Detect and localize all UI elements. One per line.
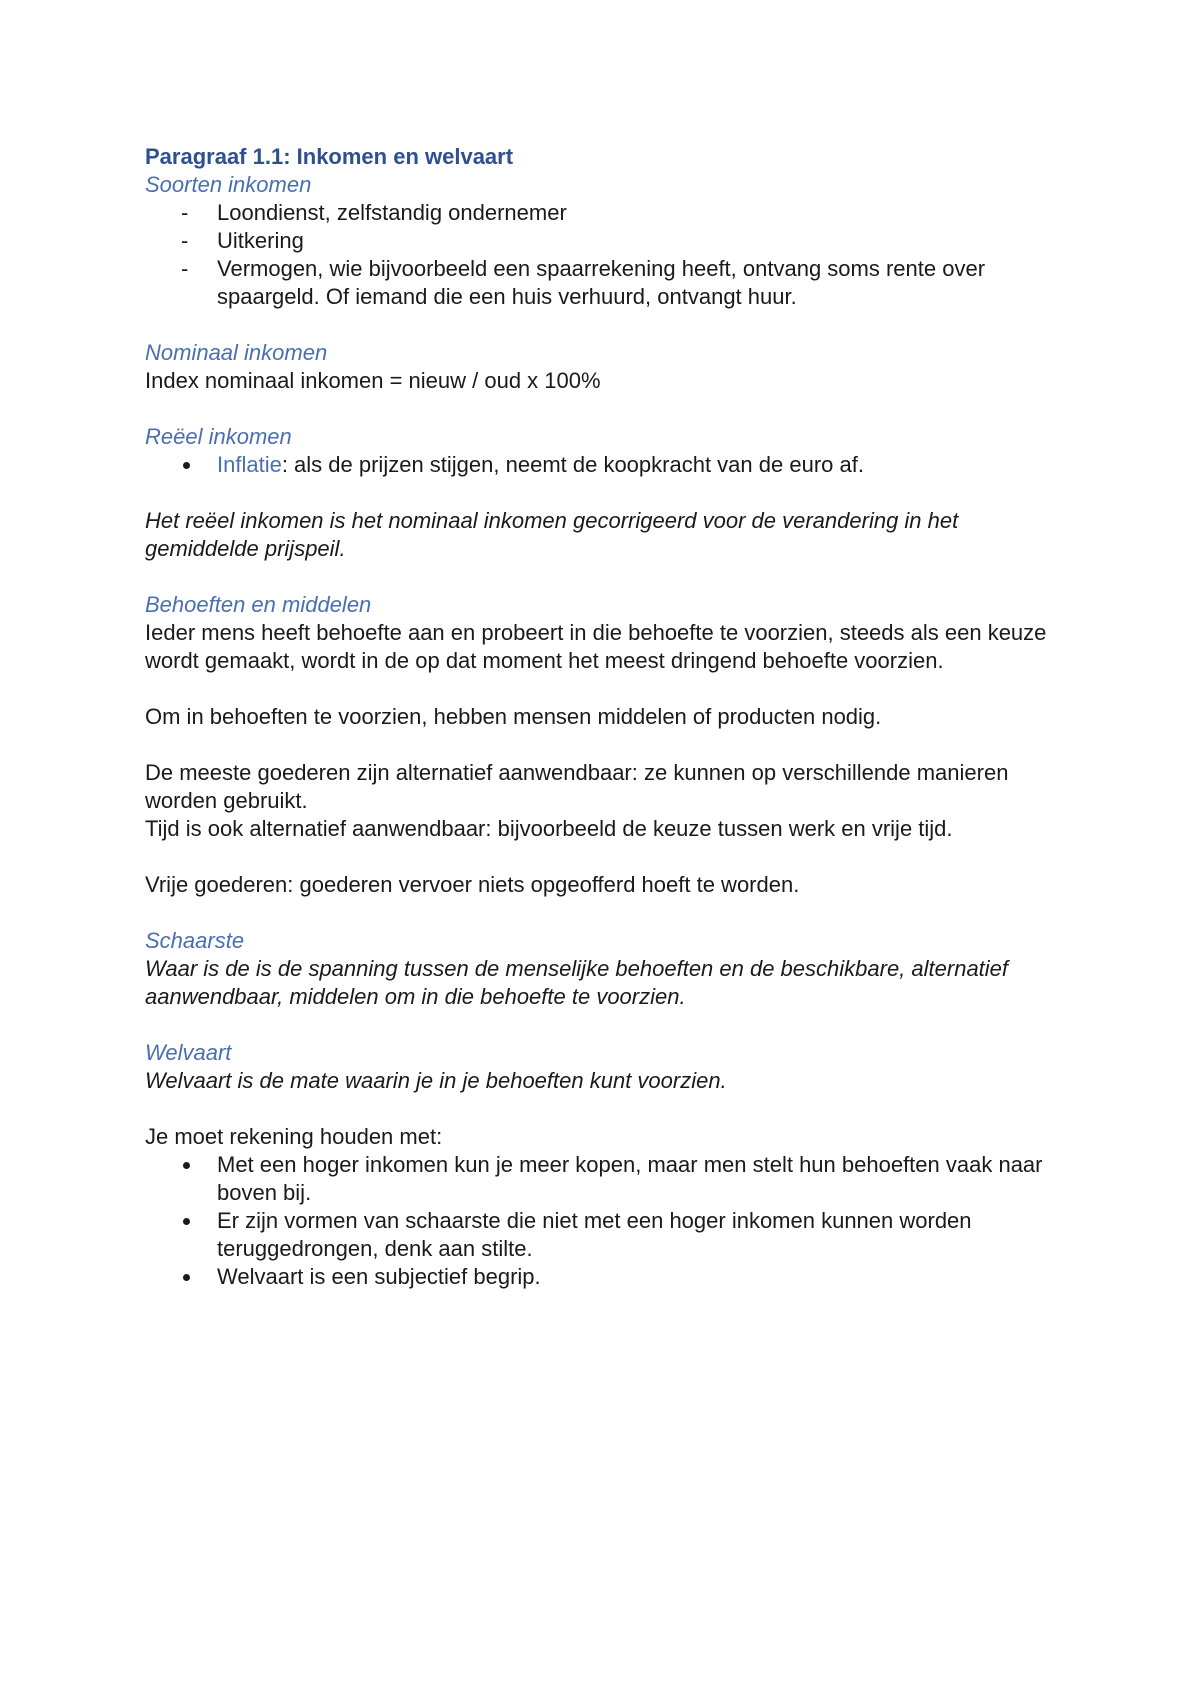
dash-marker: - [181, 228, 189, 253]
bullet-marker [183, 462, 190, 469]
dash-marker: - [181, 256, 189, 281]
bullet-marker [183, 1218, 190, 1225]
welvaart-intro: Je moet rekening houden met: [145, 1124, 443, 1149]
list-item: Met een hoger inkomen kun je meer kopen, maar men stelt hun behoeften vaak naar boven bij. [145, 1151, 1065, 1207]
behoeften-paragraph-2: Om in behoeften te voorzien, hebben mensen middelen of producten nodig. [145, 704, 882, 729]
heading-reeel-inkomen: Reëel inkomen [145, 424, 292, 449]
welvaart-definition: Welvaart is de mate waarin je in je behoeften kunt voorzien. [145, 1068, 727, 1093]
bullet-marker [183, 1162, 190, 1169]
list-item: Welvaart is een subjectief begrip. [145, 1263, 1065, 1291]
heading-schaarste: Schaarste [145, 928, 245, 953]
list-item: - Uitkering [181, 228, 304, 253]
nominaal-formula: Index nominaal inkomen = nieuw / oud x 100% [145, 368, 601, 393]
behoeften-paragraph-5: Vrije goederen: goederen vervoer niets opgeofferd hoeft te worden. [145, 872, 800, 897]
document-page [145, 143, 1065, 1291]
dash-marker: - [181, 200, 189, 225]
behoeften-paragraph-4: Tijd is ook alternatief aanwendbaar: bijvoorbeeld de keuze tussen werk en vrije tijd. [145, 816, 953, 841]
reeel-definition: Het reëel inkomen is het nominaal inkomen gecorrigeerd voor de verandering in het gemiddelde prijspeil. [145, 508, 959, 561]
heading-nominaal-inkomen: Nominaal inkomen [145, 340, 328, 365]
list-item: Inflatie: als de prijzen stijgen, neemt de koopkracht van de euro af. [145, 451, 1065, 479]
welvaart-list [145, 1151, 1065, 1291]
list-item: - Vermogen, wie bijvoorbeeld een spaarrekening heeft, ontvang soms rente over spaargeld. Of iemand die een huis verhuurd, ontvangt huur. [181, 256, 986, 309]
heading-welvaart: Welvaart [145, 1040, 232, 1065]
heading-soorten-inkomen: Soorten inkomen [145, 172, 312, 197]
list-item: Er zijn vormen van schaarste die niet met een hoger inkomen kunnen worden teruggedrongen, denk aan stilte. [145, 1207, 1065, 1263]
list-item: - Loondienst, zelfstandig ondernemer [181, 200, 567, 225]
behoeften-paragraph-1: Ieder mens heeft behoefte aan en probeert in die behoefte te voorzien, steeds als een keuze wordt gemaakt, wordt in de op dat moment het meest dringend behoefte voorzien. [145, 620, 1047, 673]
page-title: Paragraaf 1.1: Inkomen en welvaart [145, 144, 514, 169]
schaarste-definition: Waar is de is de spanning tussen de menselijke behoeften en de beschikbare, alternatief aanwendbaar, middelen om in die behoefte te voorzien. [145, 956, 1009, 1009]
heading-behoeften-en-middelen: Behoeften en middelen [145, 592, 372, 617]
bullet-marker [183, 1274, 190, 1281]
behoeften-paragraph-3: De meeste goederen zijn alternatief aanwendbaar: ze kunnen op verschillende manieren worden gebruikt. [145, 760, 1009, 813]
reeel-list [145, 451, 1065, 479]
inflatie-term: Inflatie [217, 452, 282, 477]
soorten-list [145, 199, 1065, 311]
